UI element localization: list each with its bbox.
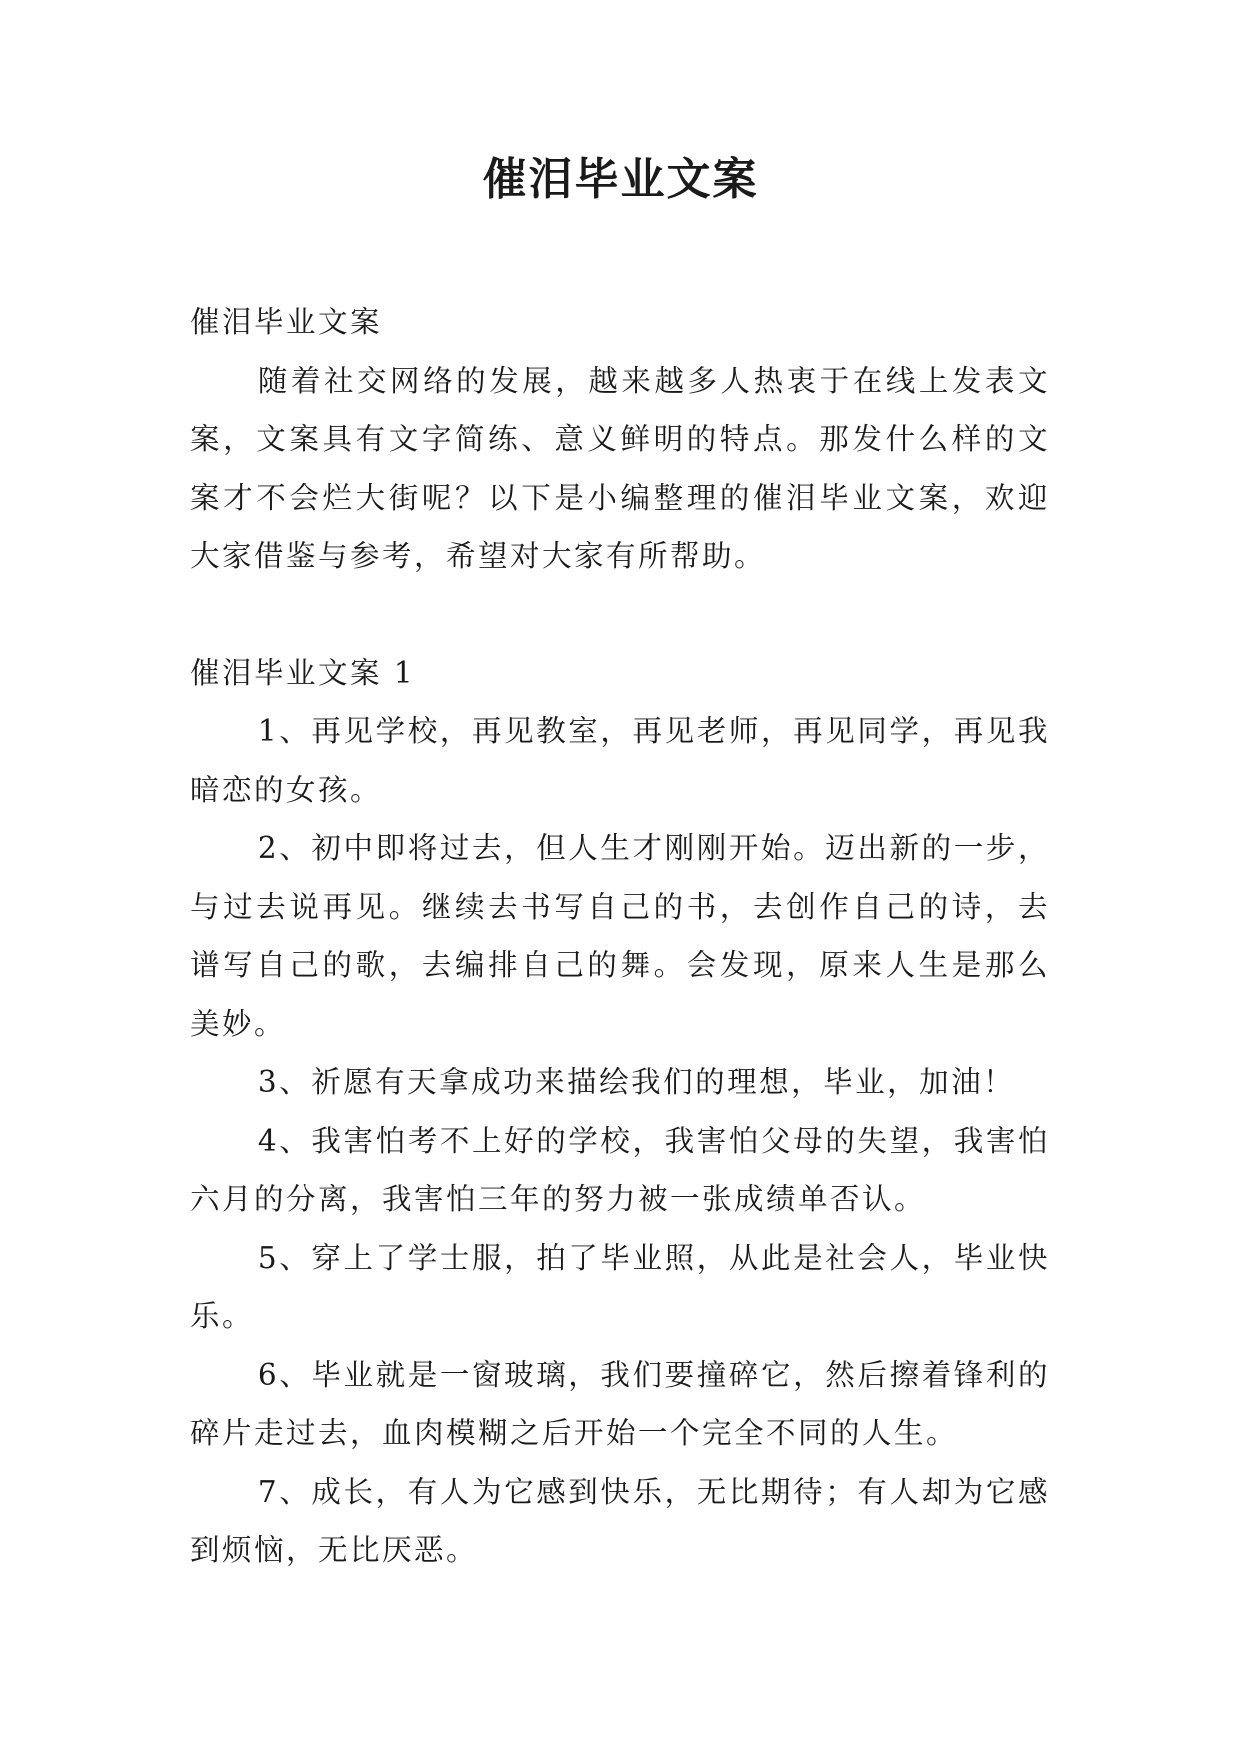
- list-item: 6、毕业就是一窗玻璃，我们要撞碎它，然后擦着锋利的碎片走过去，血肉模糊之后开始一个完全不同的人生。: [190, 1357, 1050, 1450]
- list-item: 5、穿上了学士服，拍了毕业照，从此是社会人，毕业快乐。: [190, 1240, 1050, 1333]
- list-item: 4、我害怕考不上好的学校，我害怕父母的失望，我害怕六月的分离，我害怕三年的努力被一张成绩单否认。: [190, 1123, 1050, 1216]
- intro-paragraph: 随着社交网络的发展，越来越多人热衷于在线上发表文案，文案具有文字简练、意义鲜明的特点。那发什么样的文案才不会烂大街呢？以下是小编整理的催泪毕业文案，欢迎大家借鉴与参考，希望对大家有所帮助。: [190, 363, 1050, 573]
- section-heading: 催泪毕业文案 1: [190, 655, 416, 690]
- list-item: 3、祈愿有天拿成功来描绘我们的理想，毕业，加油！: [257, 1065, 1016, 1099]
- list-item: 2、初中即将过去，但人生才刚刚开始。迈出新的一步，与过去说再见。继续去书写自己的书，去创作自己的诗，去谱写自己的歌，去编排自己的舞。会发现，原来人生是那么美妙。: [190, 831, 1050, 1041]
- list-item: 1、再见学校，再见教室，再见老师，再见同学，再见我暗恋的女孩。: [190, 714, 1050, 807]
- list-item: 7、成长，有人为它感到快乐，无比期待；有人却为它感到烦恼，无比厌恶。: [190, 1474, 1050, 1567]
- document-title: 催泪毕业文案: [482, 154, 759, 205]
- document-subtitle: 催泪毕业文案: [190, 305, 383, 339]
- document-body: [190, 293, 1050, 1580]
